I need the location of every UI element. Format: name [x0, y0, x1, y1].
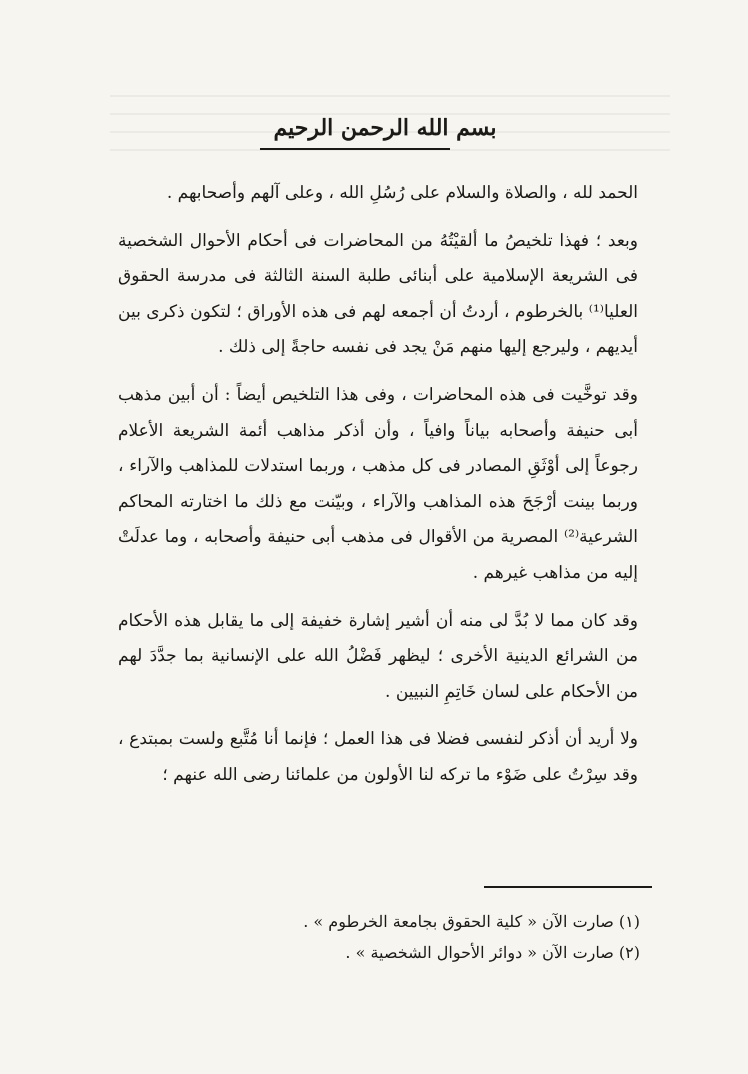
paragraph-2: وبعد ؛ فهذا تلخيصُ ما ألقيْتُهُ من المحاضرات فى أحكام الأحوال الشخصية فى الشريعة الإسلامية على أبنائى طلبة السنة الثالثة فى مدرسة الحقوق العليا⁽¹⁾ بالخرطوم ، أردتُ أن أجمعه لهم فى هذه الأوراق ؛ لتكون ذكرى بين أيديهم ، وليرجع إليها منهم مَنْ يجد فى نفسه حاجةً إلى ذلك . — [118, 230, 638, 358]
paragraph-1: الحمد لله ، والصلاة والسلام على رُسُلِ الله ، وعلى آلهم وأصحابهم . — [166, 183, 638, 203]
footnote-2: (٢) صارت الآن « دوائر الأحوال الشخصية » . — [345, 943, 640, 962]
footnote-divider — [484, 886, 652, 888]
basmala-text: بسم الله الرحمن الرحيم — [273, 115, 497, 141]
paragraph-4: وقد كان مما لا بُدَّ لى منه أن أشير إشارة خفيفة إلى ما يقابل هذه الأحكام من الشرائع الدينية الأخرى ؛ ليظهر فَضْلُ الله على الإنسانية بما جدَّدَ لهم من الأحكام على لسان خَاتِمِ النبيين . — [118, 610, 638, 702]
basmala-underline — [260, 148, 450, 150]
paragraph-5: ولا أريد أن أذكر لنفسى فضلا فى هذا العمل ؛ فإنما أنا مُتَّبع ولست بمبتدع ، وقد سِرْتُ على ضَوْء ما تركه لنا الأولون من علمائنا رضى الله عنهم ؛ — [118, 729, 638, 785]
basmala-heading — [240, 108, 530, 156]
footnotes — [260, 906, 640, 968]
paragraph-3: وقد توخَّيت فى هذه المحاضرات ، وفى هذا التلخيص أيضاً : أن أبين مذهب أبى حنيفة وأصحابه بياناً وافياً ، وأن أذكر مذاهب أئمة الشريعة الأعلام رجوعاً إلى أوْثَقِ المصادر فى كل مذهب ، وربما استدلات للمذاهب والآراء ، وربما بينت أرْجَحَ هذه المذاهب والآراء ، وبيّنت مع ذلك ما اختارته المحاكم الشرعية⁽²⁾ المصرية من الأقوال فى مذهب أبى حنيفة وأصحابه ، وما عدلَتْ إليه من مذاهب غيرهم . — [118, 384, 638, 583]
footnote-1: (١) صارت الآن « كلية الحقوق بجامعة الخرطوم » . — [303, 912, 640, 931]
body-text — [118, 176, 638, 794]
